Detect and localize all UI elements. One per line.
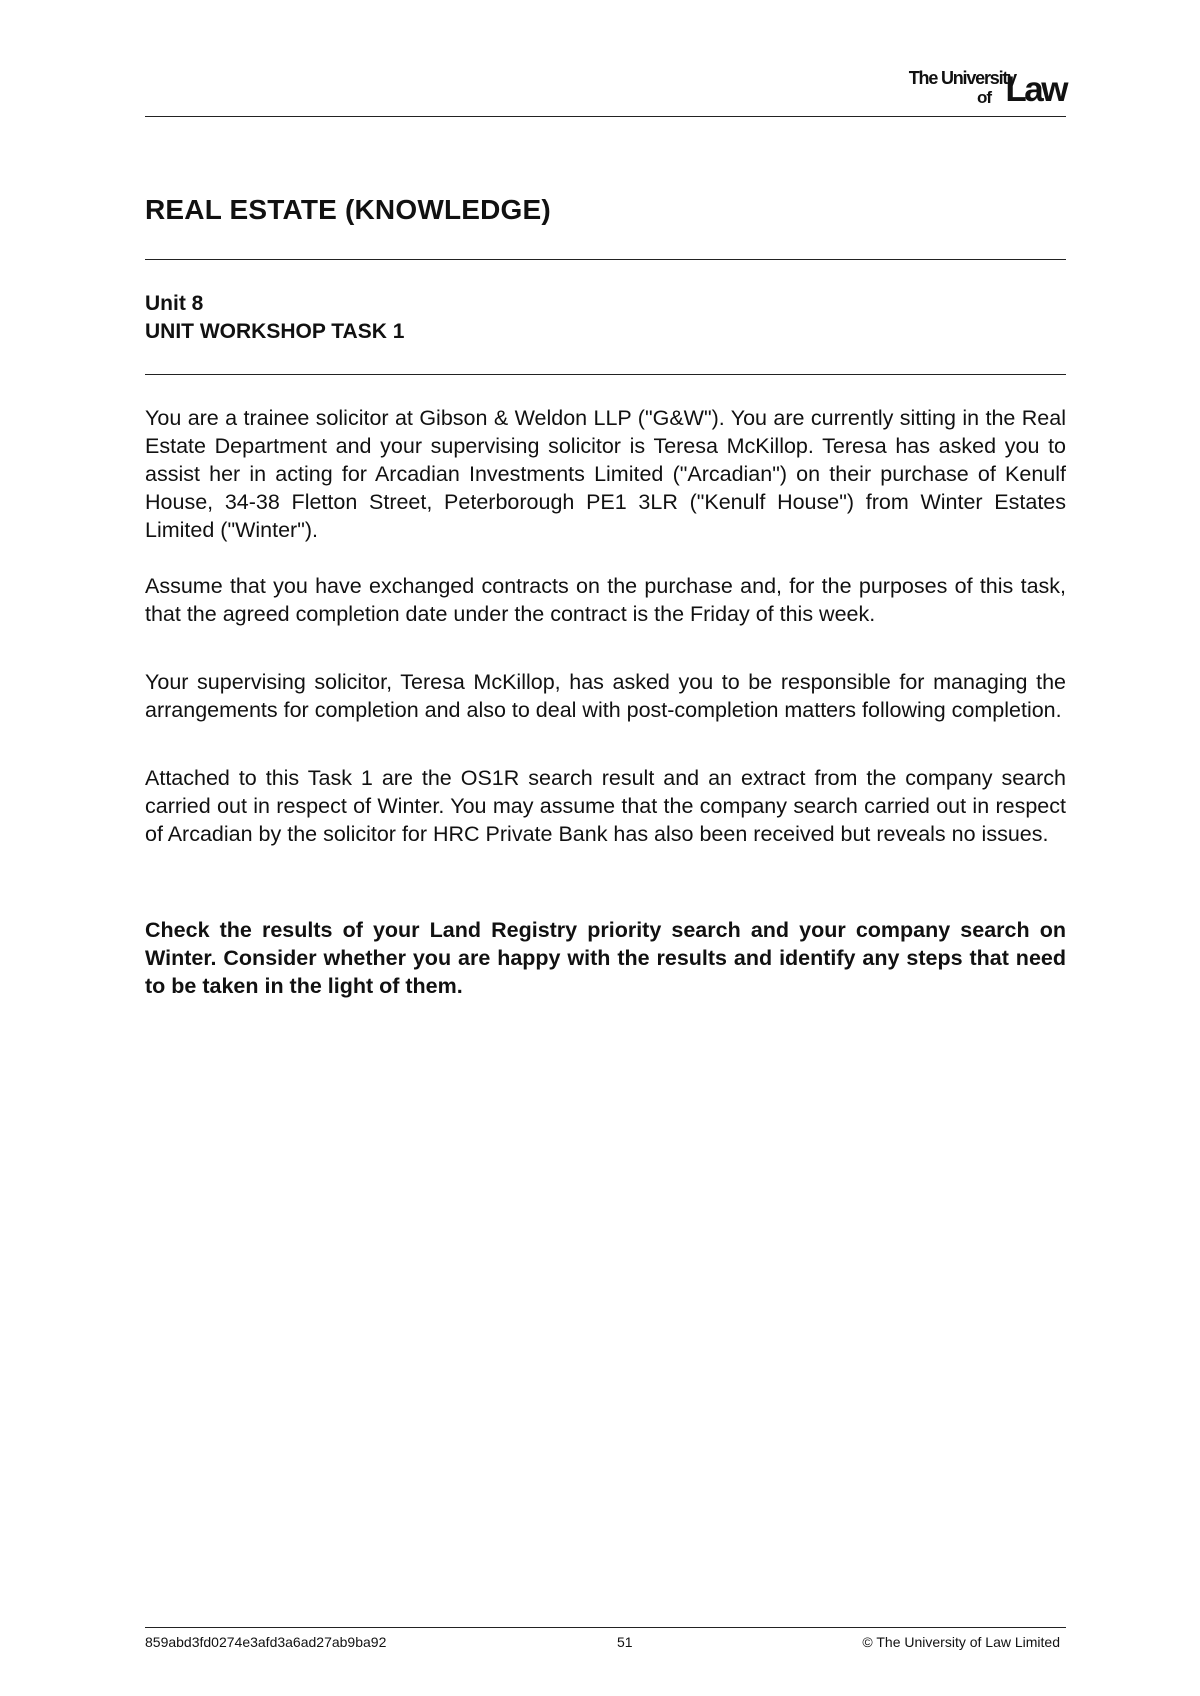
unit-heading: [145, 290, 404, 346]
footer-page-number: 51: [617, 1634, 633, 1650]
unit-number: Unit 8: [145, 292, 204, 315]
unit-divider: [145, 374, 1066, 375]
paragraph-responsibility: Your supervising solicitor, Teresa McKillop, has asked you to be responsible for managing the arrangements for completion and also to deal with post-completion matters following completion.: [145, 670, 1066, 722]
document-page: [145, 0, 1066, 1696]
task-instruction: Check the results of your Land Registry priority search and your company search on Winter. Consider whether you are happy with the results and identify any steps that need to be taken in the light of them.: [145, 918, 1066, 998]
footer-document-id: 859abd3fd0274e3afd3a6ad27ab9ba92: [145, 1634, 387, 1650]
footer-copyright: © The University of Law Limited: [862, 1634, 1060, 1650]
paragraph-intro: You are a trainee solicitor at Gibson & Weldon LLP ("G&W"). You are currently sitting in the Real Estate Department and your supervising solicitor is Teresa McKillop. Teresa has asked you to assist her in acting for Arcadian Investments Limited ("Arcadian") on their purchase of Kenulf House, 34-38 Fletton Street, Peterborough PE1 3LR ("Kenulf House") from Winter Estates Limited ("Winter").: [145, 406, 1066, 542]
logo-line1: The University: [908, 68, 1016, 88]
paragraph-attachments: Attached to this Task 1 are the OS1R search result and an extract from the company search carried out in respect of Winter. You may assume that the company search carried out in respect of Arcadian by the solicitor for HRC Private Bank has also been received but reveals no issues.: [145, 766, 1066, 846]
header-divider: [145, 116, 1066, 117]
logo-law: Law: [1005, 70, 1066, 109]
unit-task: UNIT WORKSHOP TASK 1: [145, 320, 405, 343]
title-divider: [145, 259, 1066, 260]
page-title: REAL ESTATE (KNOWLEDGE): [145, 194, 551, 225]
university-logo: [856, 64, 1066, 110]
footer-divider: [145, 1627, 1066, 1628]
paragraph-assumption: Assume that you have exchanged contracts on the purchase and, for the purposes of this task, that the agreed completion date under the contract is the Friday of this week.: [145, 574, 1066, 626]
logo-of: of: [976, 88, 991, 107]
